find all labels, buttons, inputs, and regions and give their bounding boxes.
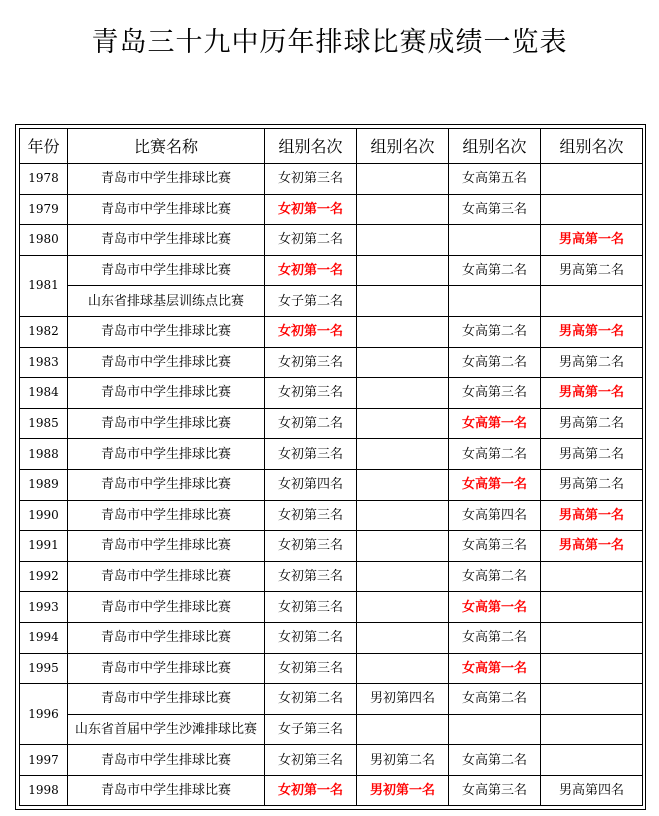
year-cell: 1978 <box>20 164 68 195</box>
table-row <box>20 775 643 806</box>
table-row <box>20 347 643 378</box>
table-row <box>20 714 643 745</box>
rank-cell-4 <box>541 194 643 225</box>
competition-cell: 青岛市中学生排球比赛 <box>68 745 265 776</box>
rank-cell-2: 男初第二名 <box>357 745 449 776</box>
rank-cell-3: 女高第二名 <box>449 684 541 715</box>
rank-cell-1: 女初第二名 <box>265 622 357 653</box>
competition-cell: 青岛市中学生排球比赛 <box>68 531 265 562</box>
table-row <box>20 439 643 470</box>
year-cell: 1983 <box>20 347 68 378</box>
rank-cell-1: 女初第一名 <box>265 316 357 347</box>
year-cell: 1981 <box>20 255 68 316</box>
table-row <box>20 469 643 500</box>
year-cell: 1988 <box>20 439 68 470</box>
year-cell: 1997 <box>20 745 68 776</box>
year-cell: 1982 <box>20 316 68 347</box>
rank-cell-1: 女初第三名 <box>265 439 357 470</box>
competition-cell: 山东省排球基层训练点比赛 <box>68 286 265 317</box>
rank-cell-1: 女初第一名 <box>265 255 357 286</box>
table-row <box>20 408 643 439</box>
year-cell: 1984 <box>20 378 68 409</box>
table-row <box>20 622 643 653</box>
rank-cell-1: 女初第四名 <box>265 469 357 500</box>
year-cell: 1980 <box>20 225 68 256</box>
rank-cell-2 <box>357 714 449 745</box>
table-row <box>20 684 643 715</box>
rank-cell-1: 女子第二名 <box>265 286 357 317</box>
header-rank-3: 组别名次 <box>449 129 541 164</box>
rank-cell-4 <box>541 745 643 776</box>
rank-cell-1: 女初第三名 <box>265 500 357 531</box>
header-year: 年份 <box>20 129 68 164</box>
rank-cell-3: 女高第一名 <box>449 469 541 500</box>
year-cell: 1991 <box>20 531 68 562</box>
competition-cell: 青岛市中学生排球比赛 <box>68 347 265 378</box>
competition-cell: 青岛市中学生排球比赛 <box>68 194 265 225</box>
table-row <box>20 255 643 286</box>
rank-cell-2 <box>357 531 449 562</box>
rank-cell-1: 女初第三名 <box>265 592 357 623</box>
competition-cell: 青岛市中学生排球比赛 <box>68 164 265 195</box>
rank-cell-3: 女高第二名 <box>449 561 541 592</box>
year-cell: 1998 <box>20 775 68 806</box>
rank-cell-4: 男高第二名 <box>541 347 643 378</box>
rank-cell-2 <box>357 164 449 195</box>
competition-cell: 青岛市中学生排球比赛 <box>68 408 265 439</box>
competition-cell: 青岛市中学生排球比赛 <box>68 653 265 684</box>
rank-cell-3: 女高第三名 <box>449 531 541 562</box>
rank-cell-3 <box>449 225 541 256</box>
rank-cell-2 <box>357 316 449 347</box>
rank-cell-3: 女高第三名 <box>449 194 541 225</box>
rank-cell-3: 女高第四名 <box>449 500 541 531</box>
rank-cell-3: 女高第一名 <box>449 592 541 623</box>
rank-cell-4: 男高第二名 <box>541 255 643 286</box>
competition-cell: 青岛市中学生排球比赛 <box>68 592 265 623</box>
rank-cell-4 <box>541 684 643 715</box>
rank-cell-1: 女子第三名 <box>265 714 357 745</box>
competition-cell: 青岛市中学生排球比赛 <box>68 255 265 286</box>
table-row <box>20 316 643 347</box>
header-rank-4: 组别名次 <box>541 129 643 164</box>
rank-cell-4 <box>541 592 643 623</box>
rank-cell-4 <box>541 714 643 745</box>
year-cell: 1985 <box>20 408 68 439</box>
rank-cell-2 <box>357 347 449 378</box>
rank-cell-2 <box>357 622 449 653</box>
table-row <box>20 745 643 776</box>
rank-cell-3: 女高第二名 <box>449 439 541 470</box>
rank-cell-4: 男高第一名 <box>541 225 643 256</box>
rank-cell-1: 女初第二名 <box>265 684 357 715</box>
rank-cell-3: 女高第三名 <box>449 775 541 806</box>
rank-cell-4 <box>541 164 643 195</box>
rank-cell-1: 女初第三名 <box>265 347 357 378</box>
table-row <box>20 194 643 225</box>
results-table <box>19 128 643 806</box>
competition-cell: 山东省首届中学生沙滩排球比赛 <box>68 714 265 745</box>
rank-cell-4: 男高第二名 <box>541 439 643 470</box>
competition-cell: 青岛市中学生排球比赛 <box>68 378 265 409</box>
rank-cell-4 <box>541 561 643 592</box>
rank-cell-2: 男初第一名 <box>357 775 449 806</box>
year-cell: 1994 <box>20 622 68 653</box>
results-table-frame <box>15 124 646 810</box>
rank-cell-3: 女高第一名 <box>449 653 541 684</box>
rank-cell-3: 女高第五名 <box>449 164 541 195</box>
table-header-row <box>20 129 643 164</box>
competition-cell: 青岛市中学生排球比赛 <box>68 561 265 592</box>
competition-cell: 青岛市中学生排球比赛 <box>68 469 265 500</box>
year-cell: 1979 <box>20 194 68 225</box>
competition-cell: 青岛市中学生排球比赛 <box>68 775 265 806</box>
rank-cell-4 <box>541 653 643 684</box>
rank-cell-1: 女初第三名 <box>265 164 357 195</box>
rank-cell-3: 女高第二名 <box>449 745 541 776</box>
competition-cell: 青岛市中学生排球比赛 <box>68 684 265 715</box>
competition-cell: 青岛市中学生排球比赛 <box>68 316 265 347</box>
rank-cell-1: 女初第一名 <box>265 194 357 225</box>
rank-cell-3: 女高第二名 <box>449 347 541 378</box>
rank-cell-2 <box>357 439 449 470</box>
rank-cell-4: 男高第二名 <box>541 469 643 500</box>
table-row <box>20 531 643 562</box>
rank-cell-1: 女初第三名 <box>265 378 357 409</box>
year-cell: 1995 <box>20 653 68 684</box>
rank-cell-2 <box>357 378 449 409</box>
rank-cell-3: 女高第二名 <box>449 622 541 653</box>
rank-cell-4 <box>541 286 643 317</box>
rank-cell-2 <box>357 225 449 256</box>
competition-cell: 青岛市中学生排球比赛 <box>68 500 265 531</box>
rank-cell-2 <box>357 592 449 623</box>
rank-cell-1: 女初第三名 <box>265 531 357 562</box>
year-cell: 1992 <box>20 561 68 592</box>
table-row <box>20 225 643 256</box>
competition-cell: 青岛市中学生排球比赛 <box>68 225 265 256</box>
rank-cell-1: 女初第三名 <box>265 745 357 776</box>
rank-cell-3: 女高第一名 <box>449 408 541 439</box>
year-cell: 1996 <box>20 684 68 745</box>
table-row <box>20 500 643 531</box>
header-rank-1: 组别名次 <box>265 129 357 164</box>
rank-cell-4 <box>541 622 643 653</box>
rank-cell-3 <box>449 286 541 317</box>
year-cell: 1993 <box>20 592 68 623</box>
rank-cell-2 <box>357 286 449 317</box>
table-row <box>20 286 643 317</box>
table-row <box>20 561 643 592</box>
header-rank-2: 组别名次 <box>357 129 449 164</box>
rank-cell-4: 男高第一名 <box>541 316 643 347</box>
competition-cell: 青岛市中学生排球比赛 <box>68 622 265 653</box>
table-row <box>20 592 643 623</box>
rank-cell-1: 女初第二名 <box>265 225 357 256</box>
rank-cell-3: 女高第二名 <box>449 316 541 347</box>
rank-cell-2 <box>357 653 449 684</box>
table-row <box>20 164 643 195</box>
rank-cell-1: 女初第一名 <box>265 775 357 806</box>
table-row <box>20 653 643 684</box>
rank-cell-2 <box>357 408 449 439</box>
year-cell: 1990 <box>20 500 68 531</box>
rank-cell-3: 女高第三名 <box>449 378 541 409</box>
rank-cell-2 <box>357 561 449 592</box>
rank-cell-3 <box>449 714 541 745</box>
rank-cell-4: 男高第一名 <box>541 500 643 531</box>
rank-cell-4: 男高第四名 <box>541 775 643 806</box>
rank-cell-2 <box>357 469 449 500</box>
rank-cell-2 <box>357 255 449 286</box>
rank-cell-2 <box>357 194 449 225</box>
table-row <box>20 378 643 409</box>
rank-cell-2: 男初第四名 <box>357 684 449 715</box>
rank-cell-4: 男高第一名 <box>541 378 643 409</box>
header-competition: 比赛名称 <box>68 129 265 164</box>
rank-cell-4: 男高第二名 <box>541 408 643 439</box>
rank-cell-1: 女初第二名 <box>265 408 357 439</box>
rank-cell-3: 女高第二名 <box>449 255 541 286</box>
page-title: 青岛三十九中历年排球比赛成绩一览表 <box>91 27 568 58</box>
rank-cell-2 <box>357 500 449 531</box>
competition-cell: 青岛市中学生排球比赛 <box>68 439 265 470</box>
year-cell: 1989 <box>20 469 68 500</box>
rank-cell-1: 女初第三名 <box>265 653 357 684</box>
rank-cell-1: 女初第三名 <box>265 561 357 592</box>
rank-cell-4: 男高第一名 <box>541 531 643 562</box>
